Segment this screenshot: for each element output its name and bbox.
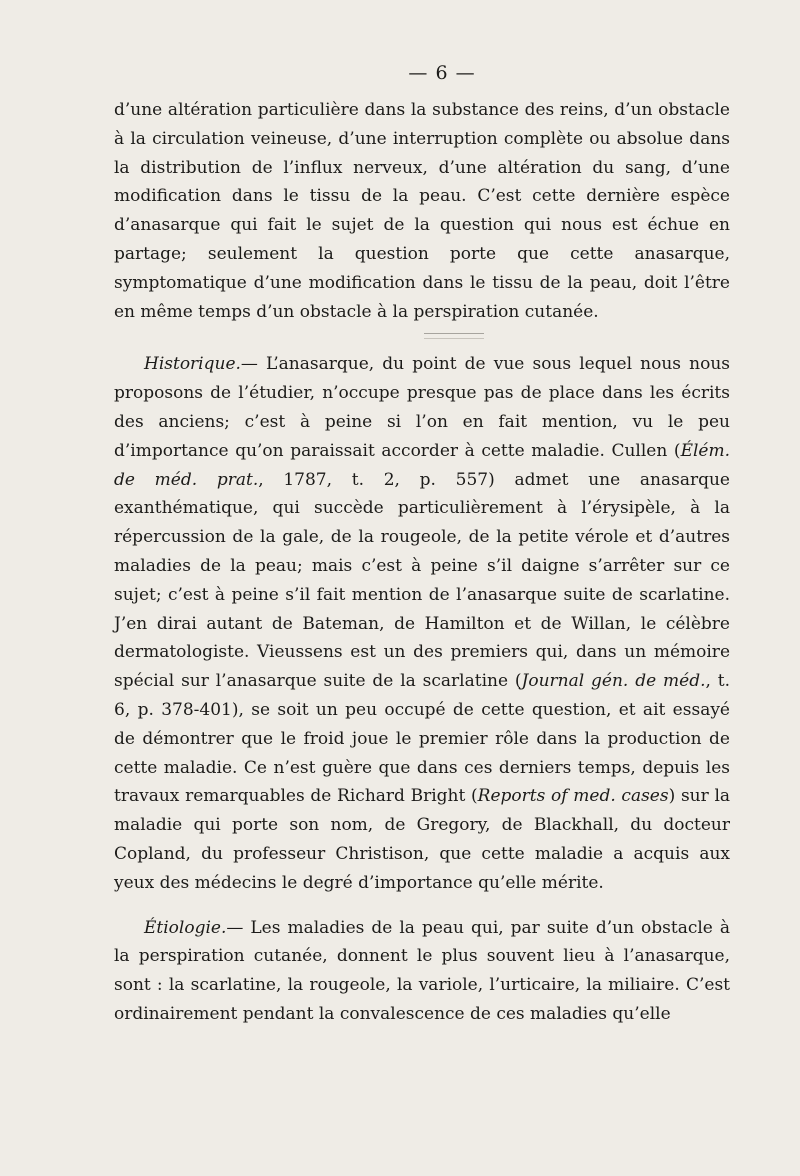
citation-bright: Reports of med. cases	[477, 786, 669, 807]
section-title-etiologie: Étiologie.	[144, 917, 227, 938]
citation-journal: Journal gén. de méd.	[521, 671, 706, 692]
citation-cullen: Élém. de méd. prat.	[114, 440, 730, 490]
paragraph-historique	[114, 350, 730, 897]
etiologie-text: — Les maladies de la peau qui, par suite d’un obstacle à la perspiration cutanée, donnent le plus souvent lieu à l’anasarque, sont : la scarlatine, la rougeole, la variole, l’urticaire, la miliaire. C’est ordinairement pendant la convalescence de ces maladies qu’elle	[114, 917, 730, 1024]
historique-text-4: ) sur la maladie qui porte son nom, de Gregory, de Blackhall, du docteur Copland, du professeur Christison, que cette maladie a acquis aux yeux des médecins le degré d’importance qu’elle mérite.	[114, 786, 731, 893]
section-title-historique: Historique.	[144, 354, 241, 375]
ornament-rule	[424, 333, 484, 339]
paragraph-intro: d’une altération particulière dans la substance des reins, d’un obstacle à la circulation veineuse, d’une interruption complète ou absolue dans la distribution de l’influx nerveux, d’une altération du sang, d’une modification dans le tissu de la peau. C’est cette dernière espèce d’anasarque qui fait le sujet de la question qui nous est échue en partage; seulement la question porte que cette anasarque, symptomatique d’une modification dans le tissu de la peau, doit l’être en même temps d’un obstacle à la perspiration cutanée.	[114, 100, 730, 322]
section-separator	[114, 326, 730, 350]
paragraph-gap	[114, 898, 730, 914]
historique-text-3: , t. 6, p. 378-401), se soit un peu occupé de cette question, et ait essayé de démontrer que le froid joue le premier rôle dans la production de cette maladie. Ce n’est guère que dans ces derniers temps, depuis les travaux remarquables de Richard Bright (	[114, 671, 731, 807]
historique-text-1: — L’anasarque, du point de vue sous lequel nous nous proposons de l’étudier, n’occupe presque pas de place dans les écrits des anciens; c’est à peine si l’on en fait mention, vu le peu d’importance qu’on paraissait accorder à cette maladie. Cullen (	[114, 354, 730, 461]
page-number: — 6 —	[408, 62, 476, 84]
paragraph-etiologie	[114, 914, 730, 1029]
historique-text-2: , 1787, t. 2, p. 557) admet une anasarque exanthématique, qui succède particulièrement à l’érysipèle, à la répercussion de la gale, de la rougeole, de la petite vérole et d’autres maladies de la peau; mais c’est à peine s’il daigne s’arrêter sur ce sujet; c’est à peine s’il fait mention de l’anasarque suite de scarlatine. J’en dirai autant de Bateman, de Hamilton et de Willan, le célèbre dermatologiste. Vieussens est un des premiers qui, dans un mémoire spécial sur l’anasarque suite de la scarlatine (	[114, 469, 730, 692]
